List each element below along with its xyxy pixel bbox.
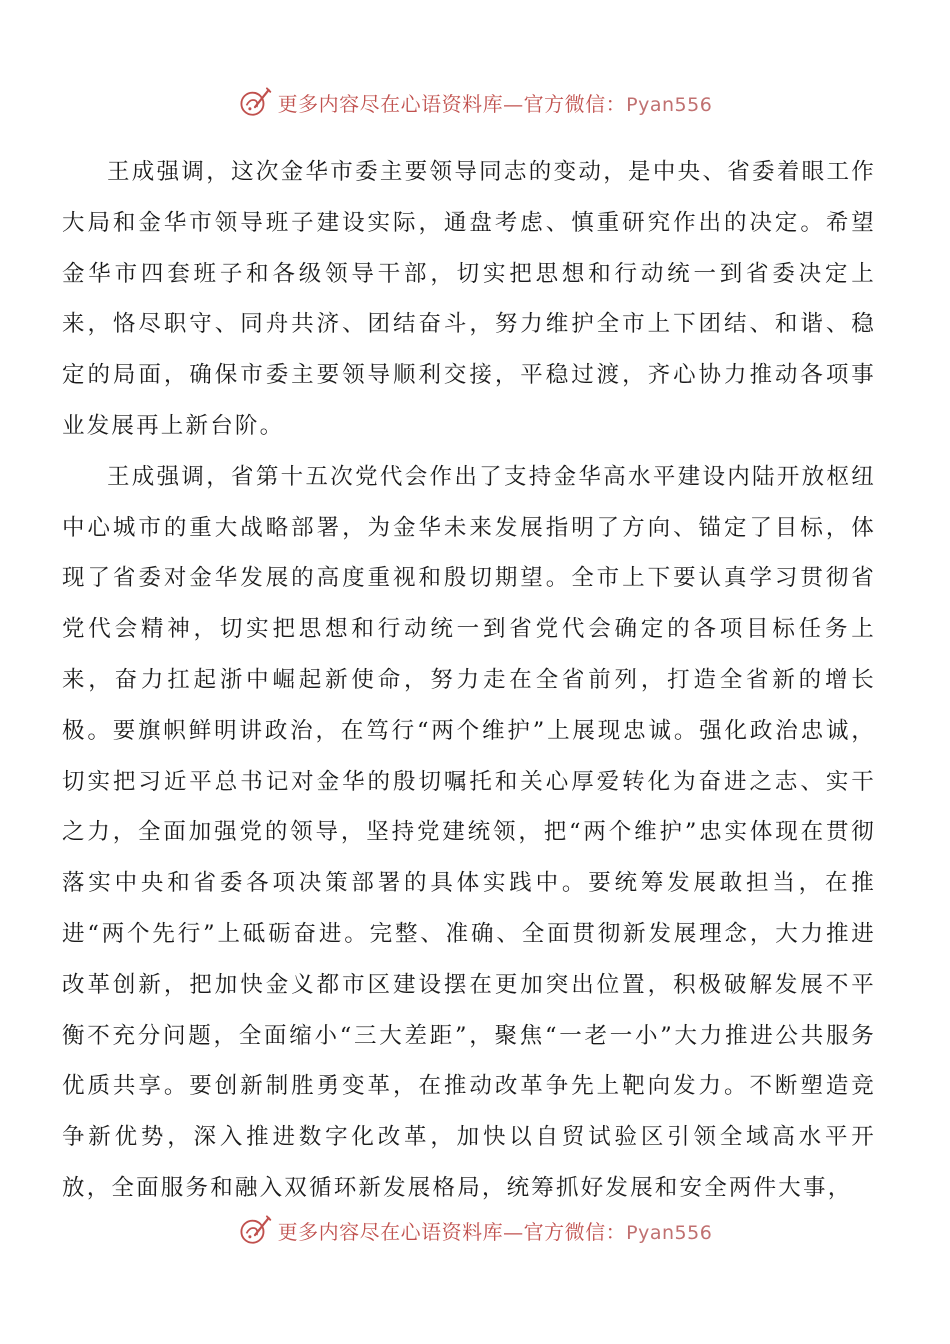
header-watermark [0, 82, 950, 122]
document-body [62, 147, 876, 1214]
watermark-text [278, 88, 713, 117]
watermark-text [278, 1216, 713, 1245]
watermark-main-text: 更多内容尽在心语资料库 [277, 1219, 504, 1244]
watermark-contact-id: Pyan556 [626, 1221, 713, 1244]
watermark-contact-id: Pyan556 [626, 93, 713, 116]
footer-watermark [0, 1210, 950, 1250]
pen-seal-logo-icon [238, 85, 272, 119]
watermark-contact-label: 官方微信： [523, 91, 627, 116]
paragraph-2: 王成强调，省第十五次党代会作出了支持金华高水平建设内陆开放枢纽中心城市的重大战略部署，为金华未来发展指明了方向、锚定了目标，体现了省委对金华发展的高度重视和殷切期望。全市上下要认真学习贯彻省党代会精神，切实把思想和行动统一到省党代会确定的各项目标任务上来，奋力扛起浙中崛起新使命，努力走在全省前列，打造全省新的增长极。要旗帜鲜明讲政治，在笃行“两个维护”上展现忠诚。强化政治忠诚，切实把习近平总书记对金华的殷切嘱托和关心厚爱转化为奋进之志、实干之力，全面加强党的领导，坚持党建统领，把“两个维护”忠实体现在贯彻落实中央和省委各项决策部署的具体实践中。要统筹发展敢担当，在推进“两个先行”上砥砺奋进。完整、准确、全面贯彻新发展理念，大力推进改革创新，把加快金义都市区建设摆在更加突出位置，积极破解发展不平衡不充分问题，全面缩小“三大差距”，聚焦“一老一小”大力推进公共服务优质共享。要创新制胜勇变革，在推动改革争先上靶向发力。不断塑造竞争新优势，深入推进数字化改革，加快以自贸试验区引领全域高水平开放，全面服务和融入双循环新发展格局，统筹抓好发展和安全两件大事， [62, 463, 876, 1201]
watermark-main-text: 更多内容尽在心语资料库 [277, 91, 504, 116]
watermark-contact-label: 官方微信： [523, 1219, 627, 1244]
watermark-separator: — [503, 91, 524, 116]
pen-seal-logo-icon [238, 1213, 272, 1247]
paragraph-1: 王成强调，这次金华市委主要领导同志的变动，是中央、省委着眼工作大局和金华市领导班子建设实际，通盘考虑、慎重研究作出的决定。希望金华市四套班子和各级领导干部，切实把思想和行动统一到省委决定上来，恪尽职守、同舟共济、团结奋斗，努力维护全市上下团结、和谐、稳定的局面，确保市委主要领导顺利交接，平稳过渡，齐心协力推动各项事业发展再上新台阶。 [62, 159, 876, 439]
watermark-separator: — [503, 1219, 524, 1244]
